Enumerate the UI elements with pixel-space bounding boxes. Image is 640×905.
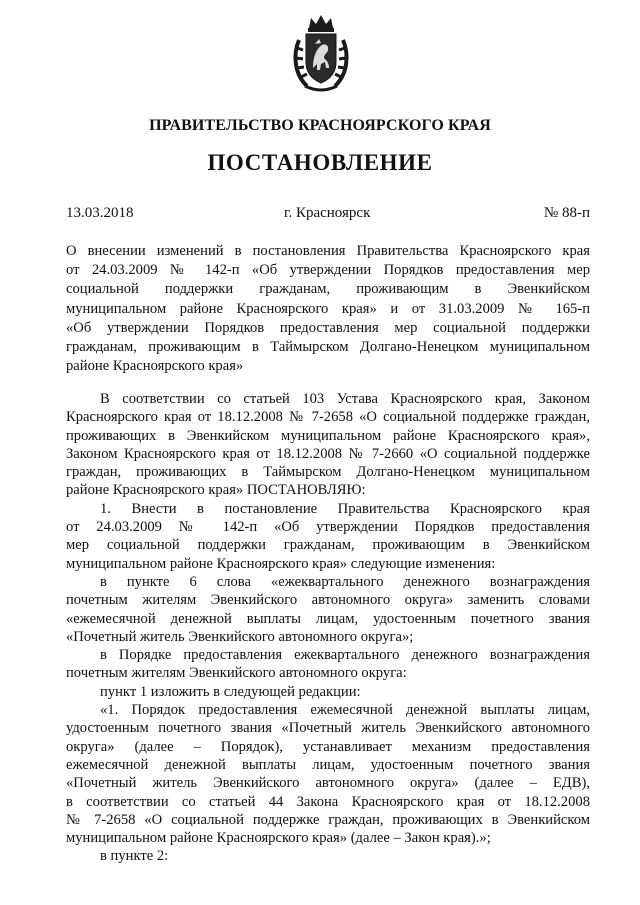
document-type-title: ПОСТАНОВЛЕНИЕ xyxy=(207,150,433,175)
body-line: в пункте 6 слова «ежеквартального денежного вознаграждения xyxy=(100,573,590,590)
body-line: муниципальном районе Красноярского края» (далее – Закон края).»; xyxy=(66,830,491,847)
body-line: муниципальном районе Красноярского края» следующие изменения: xyxy=(66,555,496,572)
body-line: В соответствии со статьей 103 Устава Красноярского края, Законом xyxy=(100,391,590,407)
document-body xyxy=(66,390,590,866)
coat-of-arms-emblem xyxy=(291,12,351,94)
body-line: удостоенным почетного звания «Почетный житель Эвенкийского автономного xyxy=(66,720,590,737)
document-date: 13.03.2018 xyxy=(66,205,134,221)
subject-line: муниципальном районе Красноярского края» и от 31.03.2009 № 165-п xyxy=(66,300,590,317)
body-line: проживающих в Эвенкийском муниципальном районе Красноярского края», xyxy=(66,427,590,444)
body-line: в пункте 2: xyxy=(100,848,169,865)
document-city: г. Красноярск xyxy=(284,205,371,221)
body-line: «Почетный житель Эвенкийского автономного округа»; xyxy=(66,628,414,645)
body-line: почетным жителям Эвенкийского автономного округа: xyxy=(66,665,407,682)
body-line: Законом Красноярского края от 18.12.2008 № 7-2660 «О социальной поддержке xyxy=(66,445,590,462)
body-line: ежемесячной денежной выплаты лицам, удостоенным почетного звания xyxy=(66,756,590,773)
document-number: № 88-п xyxy=(543,205,590,221)
subject-line: районе Красноярского края» xyxy=(66,358,244,375)
body-line: пункт 1 изложить в следующей редакции: xyxy=(100,683,361,700)
body-line: граждан, проживающих в Таймырском Долгано-Ненецком муниципальном xyxy=(66,464,590,481)
body-line: округа» (далее – Порядок), устанавливает механизм предоставления xyxy=(66,738,590,755)
body-line: Красноярского края от 18.12.2008 № 7-2658 «О социальной поддержке граждан, xyxy=(66,409,590,426)
government-name: ПРАВИТЕЛЬСТВО КРАСНОЯРСКОГО КРАЯ xyxy=(149,117,491,134)
subject-line: от 24.03.2009 № 142-п «Об утверждении Порядков предоставления мер xyxy=(66,262,590,279)
body-line: мер социальной поддержки гражданам, проживающим в Эвенкийском xyxy=(66,537,590,554)
body-line: 1. Внести в постановление Правительства Красноярского края xyxy=(100,500,590,517)
body-line: районе Красноярского края» ПОСТАНОВЛЯЮ: xyxy=(66,482,366,499)
body-line: почетным жителям Эвенкийского автономного округа» заменить словами xyxy=(66,592,590,609)
body-line: «ежемесячной денежной выплаты лицам, удостоенным почетного звания xyxy=(66,610,590,627)
body-line: от 24.03.2009 № 142-п «Об утверждении Порядков предоставления xyxy=(66,519,590,536)
body-line: № 7-2658 «О социальной поддержке граждан, проживающих в Эвенкийском xyxy=(66,811,590,828)
subject-line: «Об утверждении Порядков предоставления мер социальной поддержки xyxy=(66,319,590,336)
body-line: в Порядке предоставления ежеквартального денежного вознаграждения xyxy=(100,647,590,664)
subject-line: социальной поддержки гражданам, проживающим в Эвенкийском xyxy=(66,281,590,298)
document-subject xyxy=(66,242,590,376)
body-line: «Почетный житель Эвенкийского автономного округа» (далее – ЕДВ), xyxy=(66,775,590,792)
body-line: в соответствии со статьей 44 Закона Красноярского края от 18.12.2008 xyxy=(66,793,590,810)
subject-line: О внесении изменений в постановления Правительства Красноярского края xyxy=(66,243,590,259)
document-meta-row xyxy=(66,205,590,225)
subject-line: гражданам, проживающим в Таймырском Долгано-Ненецком муниципальном xyxy=(66,339,590,356)
body-line: «1. Порядок предоставления ежемесячной денежной выплаты лицам, xyxy=(100,702,590,719)
